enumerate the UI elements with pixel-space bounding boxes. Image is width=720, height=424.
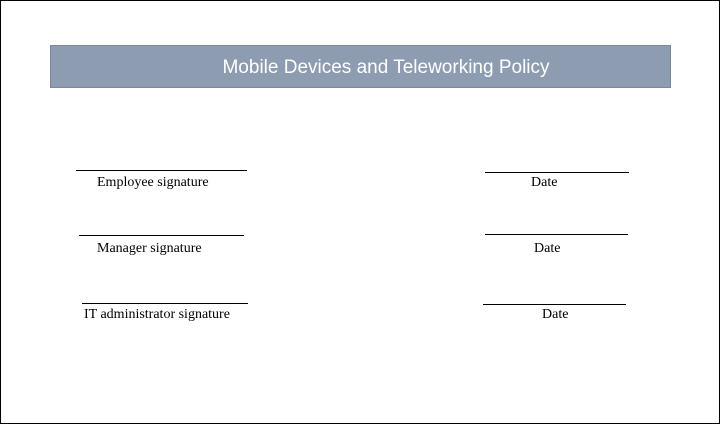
title-banner <box>50 45 671 88</box>
page-title: Mobile Devices and Teleworking Policy <box>222 57 550 78</box>
it-admin-date-label: Date <box>542 307 569 322</box>
employee-signature-label: Employee signature <box>97 175 209 190</box>
it-admin-signature-label: IT administrator signature <box>84 307 230 322</box>
employee-signature-line <box>76 170 247 171</box>
manager-date-label: Date <box>534 241 561 256</box>
employee-date-label: Date <box>531 175 558 190</box>
manager-date-line <box>485 234 628 235</box>
manager-signature-label: Manager signature <box>97 241 202 256</box>
manager-signature-line <box>79 235 244 236</box>
it-admin-signature-line <box>82 303 248 304</box>
it-admin-date-line <box>483 304 626 305</box>
employee-date-line <box>485 172 629 173</box>
